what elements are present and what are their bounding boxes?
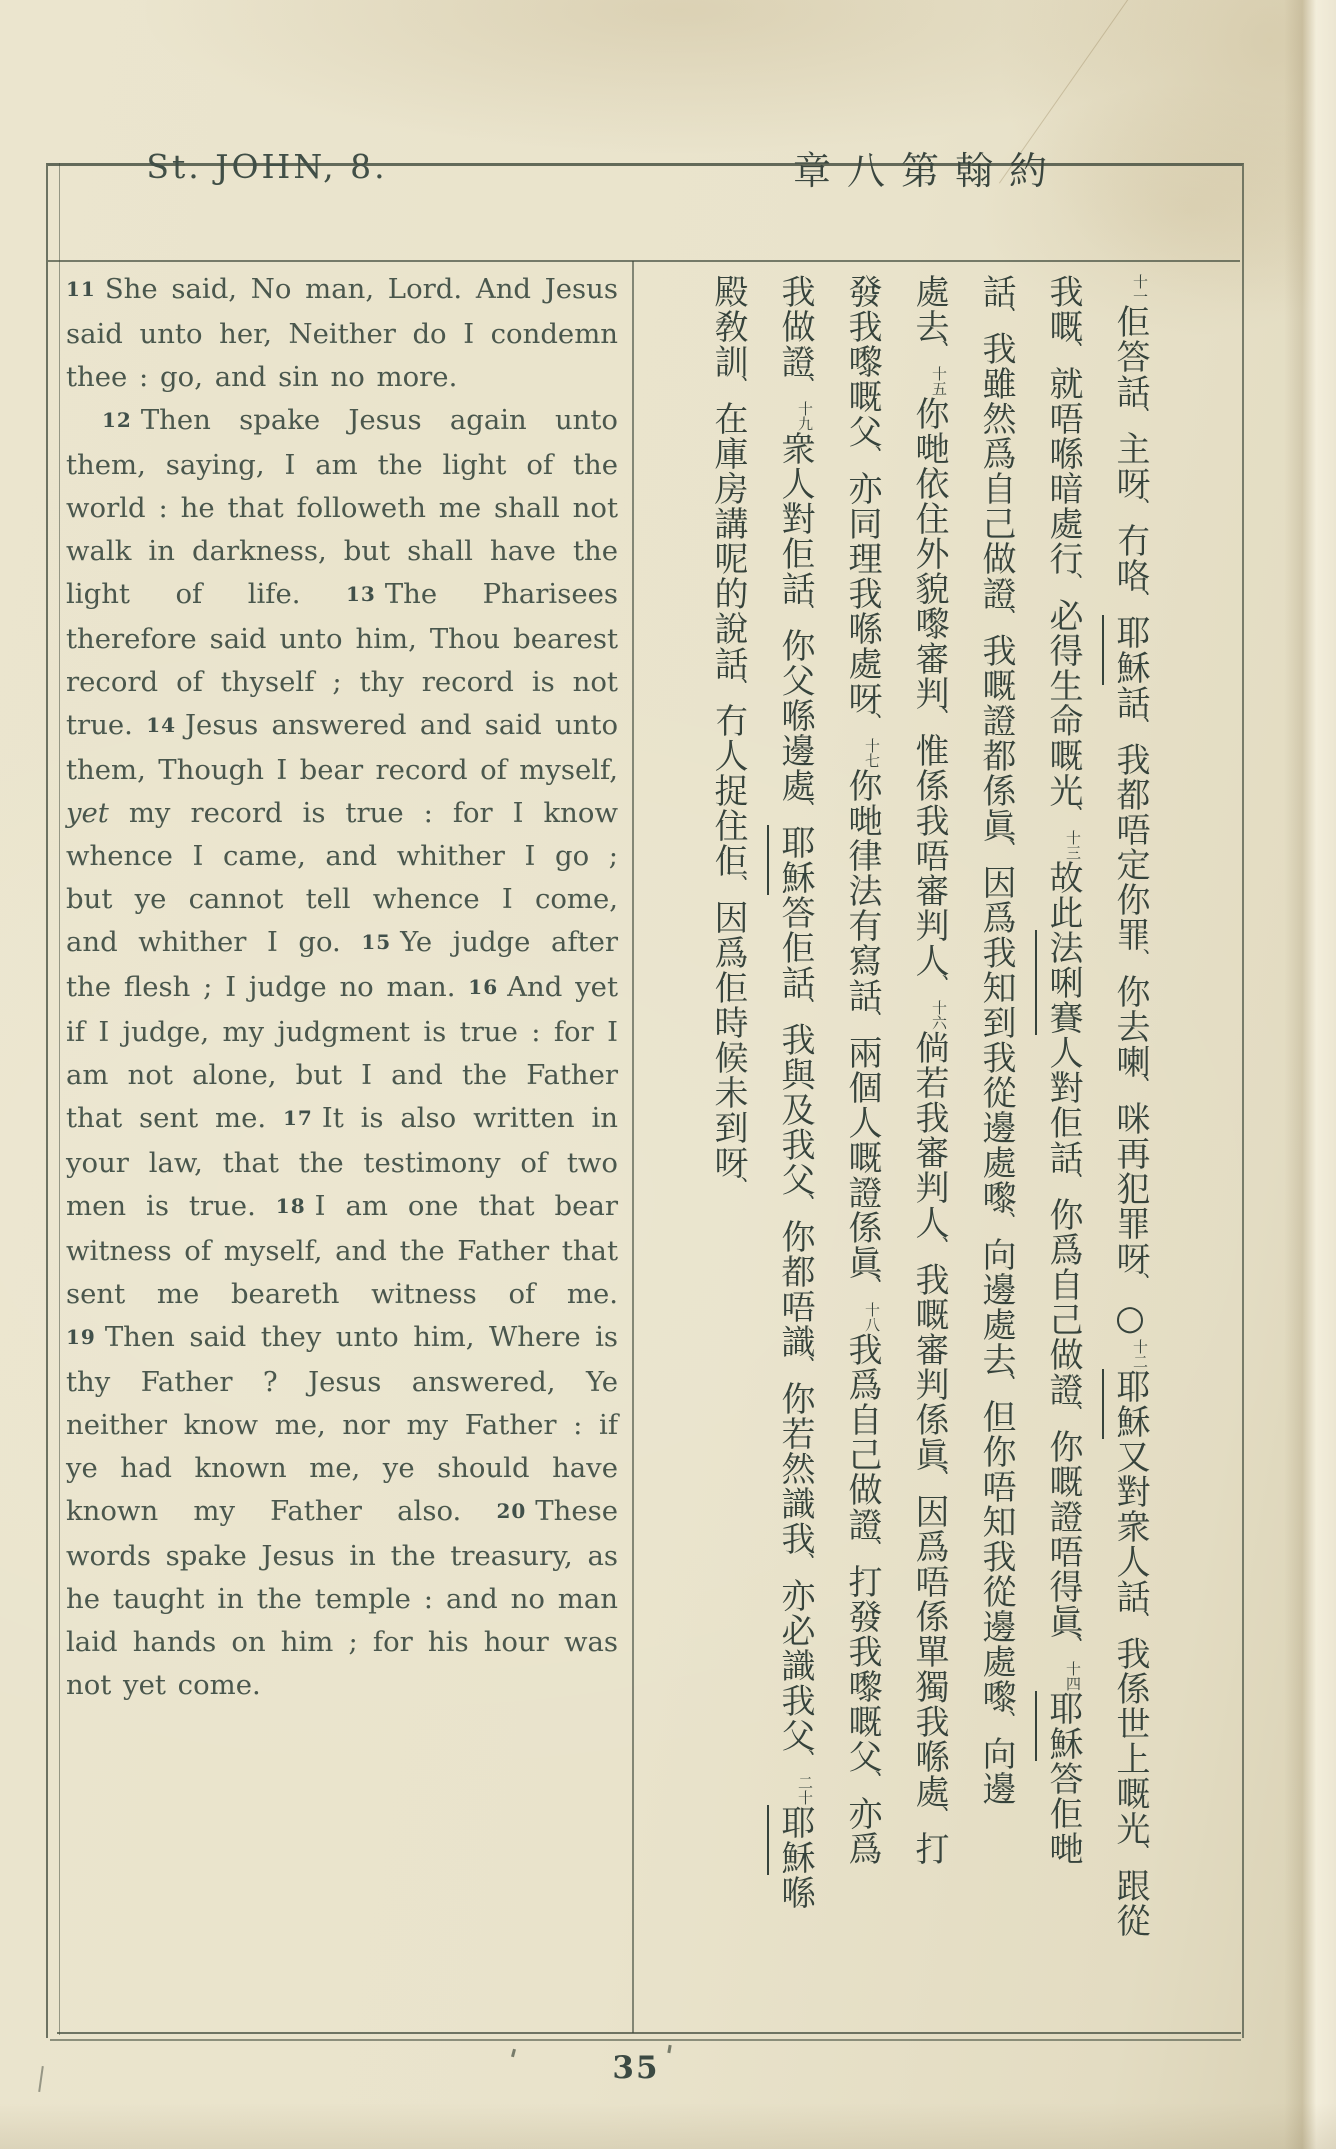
chinese-punctuation: 、 — [993, 305, 1017, 327]
chinese-verse-number: 二十 — [796, 1775, 814, 1805]
chinese-column-1: 十一佢答話、主呀、冇咯、耶穌話、我都唔定你罪、你去喇、咪再犯罪呀、○十二耶穌又對衆人話、我係世上嘅光、跟從 — [1096, 274, 1163, 2074]
chinese-punctuation: 、 — [1060, 572, 1084, 594]
chinese-verse-number: 十九 — [796, 401, 814, 431]
chinese-punctuation: 、 — [926, 1468, 950, 1490]
chinese-punctuation: 、 — [993, 1710, 1017, 1732]
chinese-punctuation: 、 — [1060, 1635, 1084, 1657]
header-rule — [48, 260, 1240, 262]
verse-number: 12 — [102, 408, 132, 432]
verse-number: 13 — [346, 582, 376, 606]
chinese-column-7: 殿敎訓、在庫房講呢的說話、冇人捉住佢、因爲佢時候未到呀、 — [694, 274, 761, 2074]
chinese-punctuation: 、 — [792, 996, 816, 1018]
verse-number: 11 — [66, 277, 96, 301]
running-head-english: St. JOHN, 8. — [146, 147, 388, 186]
chinese-punctuation: 、 — [859, 712, 883, 734]
chinese-punctuation: 、 — [1127, 405, 1151, 427]
chinese-punctuation: 、 — [725, 375, 749, 397]
chinese-punctuation: 、 — [792, 1552, 816, 1574]
verse-number: 14 — [146, 713, 177, 737]
chinese-punctuation: 、 — [792, 375, 816, 397]
chinese-verse-number: 十一 — [1131, 274, 1149, 304]
paper-right-edge — [1284, 0, 1336, 2149]
chinese-column-4: 處去、十五你哋依住外貌嚟審判、惟係我唔審判人、十六倘若我審判人、我嘅審判係眞、因爲唔係單獨我喺處、打 — [895, 274, 962, 2074]
proper-noun-mark: 耶穌 — [1110, 615, 1150, 685]
chinese-punctuation: 、 — [1060, 340, 1084, 362]
chinese-punctuation: 、 — [792, 602, 816, 624]
chinese-verse-number: 十六 — [930, 1000, 948, 1030]
proper-noun-mark: 耶穌 — [775, 1805, 815, 1875]
page-number: 35 — [612, 2050, 660, 2086]
proper-noun-mark: 耶穌 — [775, 825, 815, 895]
verse-number: 15 — [361, 930, 392, 954]
chinese-punctuation: 、 — [859, 1009, 883, 1031]
chinese-column-2: 我嘅、就唔喺暗處行、必得生命嘅光、十三故此法唎賽人對佢話、你爲自己做證、你嘅證唔得眞、十四耶穌答佢哋 — [1029, 274, 1096, 2074]
chinese-verse-number: 十五 — [930, 366, 948, 396]
verse-number: 19 — [66, 1325, 96, 1349]
chinese-punctuation: 、 — [1127, 1075, 1151, 1097]
chinese-punctuation: 、 — [1060, 1403, 1084, 1425]
chinese-punctuation: 、 — [993, 839, 1017, 861]
chinese-punctuation: 、 — [1060, 1171, 1084, 1193]
chinese-verse-number: 十三 — [1064, 830, 1082, 860]
chinese-punctuation: 、 — [792, 1749, 816, 1771]
chinese-punctuation: 、 — [725, 1176, 749, 1198]
chinese-punctuation: 、 — [792, 1355, 816, 1377]
chinese-punctuation: 、 — [1127, 948, 1151, 970]
english-paragraph: 12 Then spake Jesus again unto them, saying, I am the light of the world : he that followeth me shall not walk in darkness, but shall have the light of life. 13 The Pharisees therefore said unto him, Thou bearest record of thyself ; thy record is not true. 14 Jesus answered and said unto them, Though I bear record of myself, yet my record is true : for I know whence I came, and whither I go ; but ye cannot tell whence I come, and whither I go. 15 Ye judge after the flesh ; I judge no man. 16 And yet if I judge, my judgment is true : for I am not alone, but I and the Father that sent me. 17 It is also written in your law, that the testimony of two men is true. 18 I am one that bear witness of myself, and the Father that sent me beareth witness of me. 19 Then said they unto him, Where is thy Father ? Jesus answered, Ye neither know me, nor my Father : if ye had known me, ye should have known my Father also. 20 These words spake Jesus in the treasury, as he taught in the temple : and no man laid hands on him ; for his hour was not yet come. — [66, 404, 618, 1701]
chinese-punctuation: 、 — [993, 1211, 1017, 1233]
chinese-punctuation: 、 — [926, 974, 950, 996]
chinese-column-3: 話、我雖然爲自己做證、我嘅證都係眞、因爲我知到我從邊處嚟、向邊處去、但你唔知我從邊處嚟、向邊 — [962, 274, 1029, 2074]
chinese-punctuation: 、 — [725, 874, 749, 896]
chinese-punctuation: 、 — [1127, 589, 1151, 611]
chinese-column-6: 我做證、十九衆人對佢話、你父喺邊處、耶穌答佢話、我與及我父、你都唔識、你若然識我、亦必識我父、二十耶穌喺 — [761, 274, 828, 2074]
chinese-punctuation: 、 — [1127, 497, 1151, 519]
column-divider — [632, 261, 634, 2033]
proper-noun-mark: 耶穌 — [1110, 1369, 1150, 1439]
ink-speck — [511, 2049, 516, 2058]
english-verse-text — [66, 268, 618, 1707]
chinese-punctuation: 、 — [1127, 1610, 1151, 1632]
chinese-punctuation: 、 — [1060, 804, 1084, 826]
chinese-column-5: 發我嚟嘅父、亦同理我喺處呀、十七你哋律法有寫話、兩個人嘅證係眞、十八我爲自己做證、打發我嚟嘅父、亦爲 — [828, 274, 895, 2074]
pencil-mark — [38, 2066, 44, 2092]
proper-noun-mark: 耶穌 — [1043, 1691, 1083, 1761]
english-paragraph: 11 She said, No man, Lord. And Jesus said unto her, Neither do I condemn thee : go, and sin no more. — [66, 273, 618, 393]
chinese-punctuation: 、 — [859, 1770, 883, 1792]
chinese-punctuation: 、 — [792, 1193, 816, 1215]
chinese-verse-number: 十七 — [863, 738, 881, 768]
chinese-punctuation: 、 — [859, 1538, 883, 1560]
chinese-punctuation: 、 — [1127, 716, 1151, 738]
chinese-verse-number: 十八 — [863, 1302, 881, 1332]
verse-number: 17 — [283, 1106, 313, 1130]
chinese-punctuation: 、 — [926, 340, 950, 362]
chinese-punctuation: 、 — [993, 1373, 1017, 1395]
verse-number: 18 — [275, 1194, 306, 1218]
chinese-punctuation: 、 — [859, 445, 883, 467]
proper-noun-mark: 法唎賽 — [1043, 930, 1083, 1035]
chinese-punctuation: 、 — [792, 799, 816, 821]
chinese-punctuation: 、 — [926, 1236, 950, 1258]
chinese-punctuation: 、 — [993, 607, 1017, 629]
chinese-punctuation: 、 — [926, 1805, 950, 1827]
chinese-punctuation: 、 — [926, 707, 950, 729]
chinese-punctuation: 、 — [725, 677, 749, 699]
chinese-punctuation: 、 — [1127, 1272, 1151, 1294]
chinese-punctuation: 、 — [1127, 1842, 1151, 1864]
page-border-inner-line — [59, 163, 60, 2035]
chinese-verse-columns — [694, 274, 1163, 2074]
italic-word: yet — [66, 797, 109, 829]
chinese-punctuation: 、 — [859, 1276, 883, 1298]
chinese-verse-number: 十四 — [1064, 1661, 1082, 1691]
verse-number: 16 — [468, 975, 499, 999]
paper-bottom-edge — [0, 2103, 1336, 2149]
verse-number: 20 — [496, 1499, 527, 1523]
chinese-verse-number: 十二 — [1131, 1339, 1149, 1369]
running-head-chinese: 章八第翰約 — [792, 149, 1063, 193]
